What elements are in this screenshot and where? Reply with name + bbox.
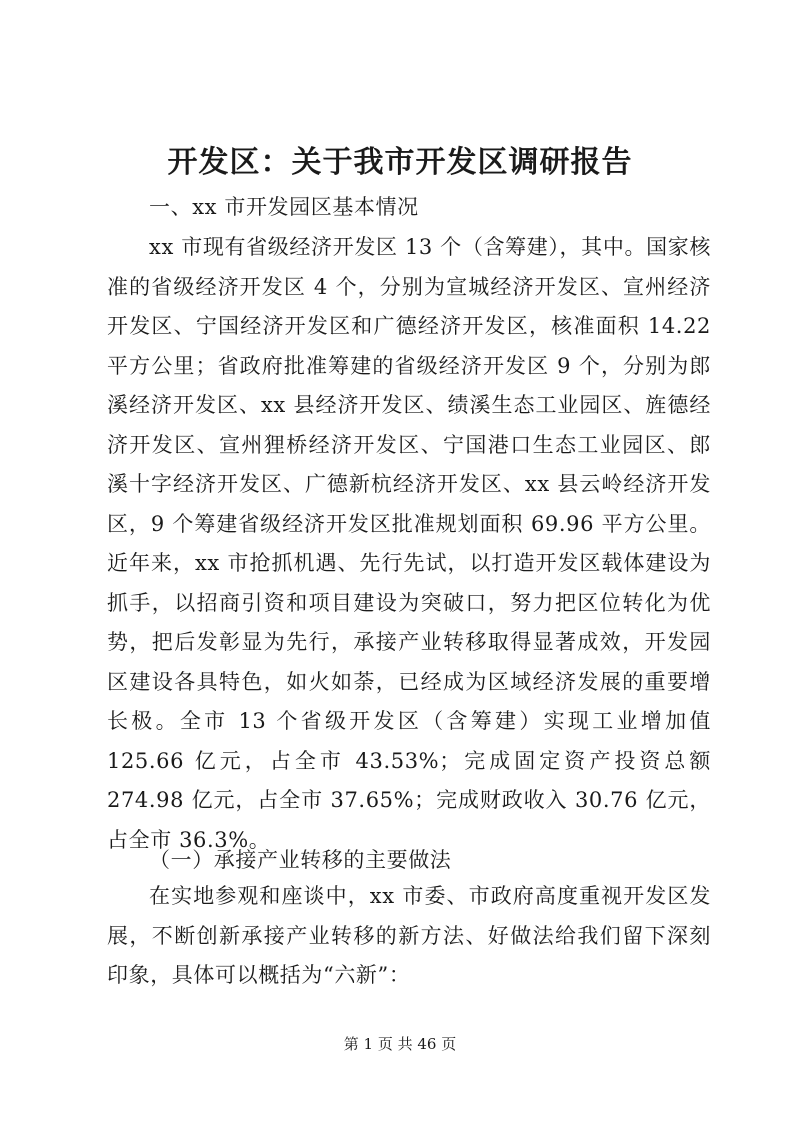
- document-title: 开发区：关于我市开发区调研报告: [167, 145, 633, 180]
- section-heading-2: （一）承接产业转移的主要做法: [149, 848, 452, 872]
- section-heading-1: 一、xx 市开发园区基本情况: [149, 195, 419, 219]
- page-number-footer: 第 1 页 共 46 页: [343, 1035, 457, 1053]
- paragraph-basic-situation: xx 市现有省级经济开发区 13 个（含筹建），其中。国家核准的省级经济开发区 4 个，分别为宣城经济开发区、宣州经济开发区、宁国经济开发区和广德经济开发区，核准面积 14.22 平方公里；省政府批准筹建的省级经济开发区 9 个，分别为郎溪经济开发区、xx 县经济开发区、绩溪生态工业园区、旌德经济开发区、宣州狸桥经济开发区、宁国港口生态工业园区、郎溪十字经济开发区、广德新杭经济开发区、xx 县云岭经济开发区，9 个筹建省级经济开发区批准规划面积 69.96 平方公里。近年来，xx 市抢抓机遇、先行先试，以打造开发区载体建设为抓手，以招商引资和项目建设为突破口，努力把区位转化为优势，把后发彰显为先行，承接产业转移取得显著成效，开发园区建设各具特色，如火如荼，已经成为区域经济发展的重要增长极。全市 13 个省级开发区（含筹建）实现工业增加值 125.66 亿元，占全市 43.53%；完成固定资产投资总额 274.98 亿元，占全市 37.65%；完成财政收入 30.76 亿元，占全市 36.3%。: [107, 235, 711, 852]
- paragraph-main-practices: 在实地参观和座谈中，xx 市委、市政府高度重视开发区发展，不断创新承接产业转移的新方法、好做法给我们留下深刻印象，具体可以概括为“六新”：: [107, 884, 711, 987]
